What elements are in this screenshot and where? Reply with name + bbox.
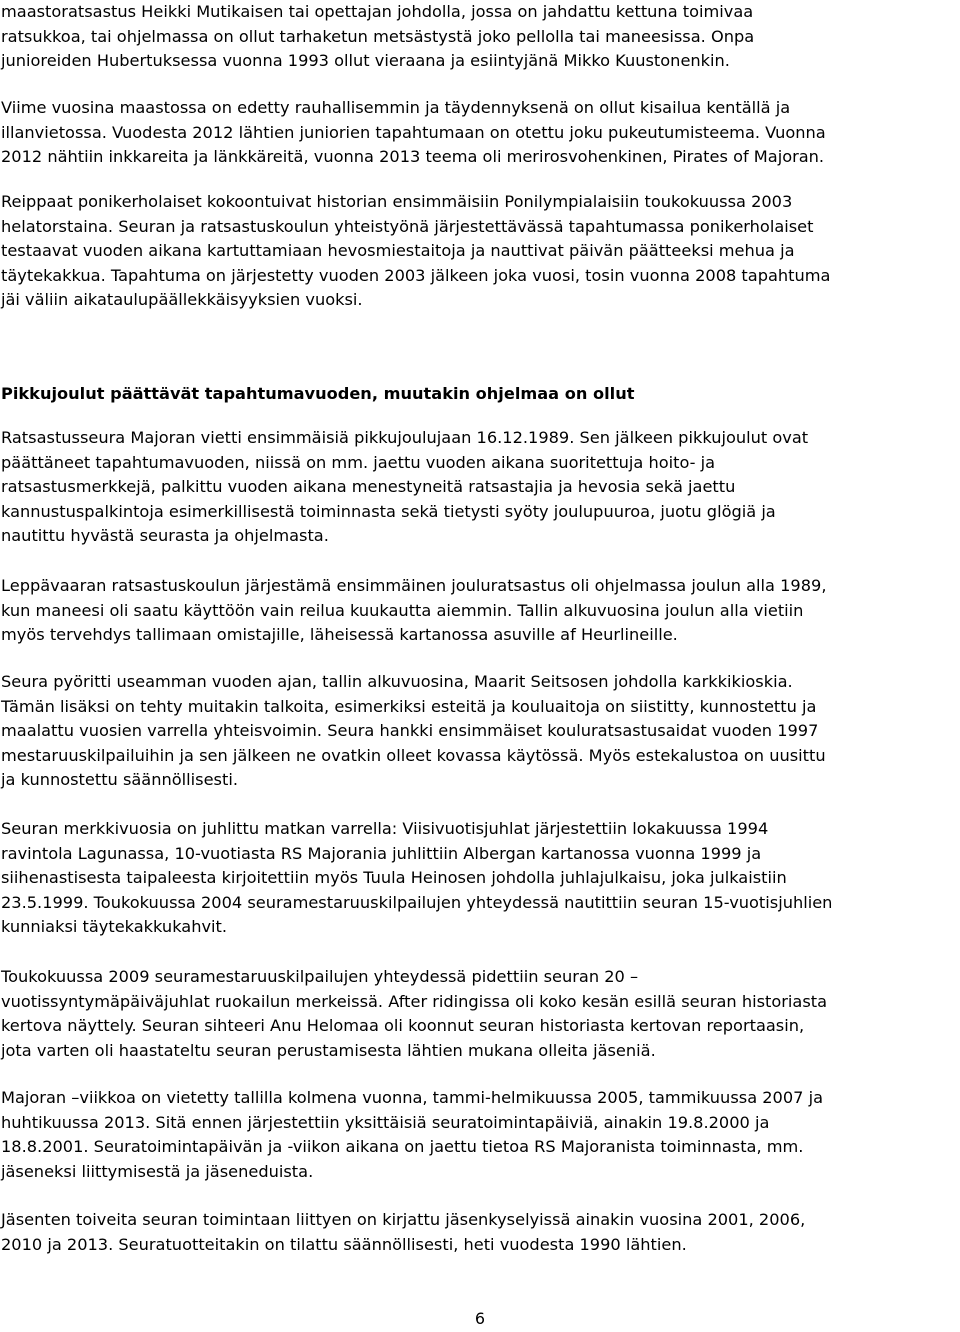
- text-line: junioreiden Hubertuksessa vuonna 1993 ollut vieraana ja esiintyjänä Mikko Kuustonenkin.: [1, 51, 730, 71]
- text-line: ratsukkoa, tai ohjelmassa on ollut tarhaketun metsästystä joko pellolla tai maneesissa. Onpa: [1, 26, 755, 46]
- text-line: Jäsenten toiveita seuran toimintaan liittyen on kirjattu jäsenkyselyissä ainakin vuosina 2001, 2006,: [1, 1210, 806, 1229]
- text-line: huhtikuussa 2013. Sitä ennen järjestettiin yksittäisiä seuratoimintapäiviä, ainakin 19.8.2000 ja: [1, 1112, 770, 1132]
- text-line: päättäneet tapahtumavuoden, niissä on mm. jaettu vuoden aikana suoritettuja hoito- ja: [1, 452, 716, 472]
- text-line: mestaruuskilpailuihin ja sen jälkeen ne ovatkin olleet kovassa käytössä. Myös estekalustoa on uusittu: [1, 745, 826, 765]
- text-line: 23.5.1999. Toukokuussa 2004 seuramestaruuskilpailujen yhteydessä nautittiin seuran 15-vuotisjuhlien: [1, 892, 833, 912]
- text-line: Viime vuosina maastossa on edetty rauhallisemmin ja täydennyksenä on ollut kisailua kentällä ja: [1, 98, 791, 117]
- text-line: nautittu hyvästä seurasta ja ohjelmasta.: [1, 526, 329, 546]
- text-line: ravintola Lagunassa, 10-vuotiasta RS Majorania juhlittiin Albergan kartanossa vuonna 1999 ja: [1, 843, 762, 863]
- text-line: kannustuspalkintoja esimerkillisestä toiminnasta sekä tietysti syöty joulupuuroa, juotu glögiä ja: [1, 501, 776, 521]
- text-line: 18.8.2001. Seuratoimintapäivän ja -viikon aikana on jaettu tietoa RS Majoranista toiminnasta, mm.: [1, 1137, 804, 1157]
- text-line: Toukokuussa 2009 seuramestaruuskilpailujen yhteydessä pidettiin seuran 20 –: [1, 967, 639, 986]
- text-line: Seuran merkkivuosia on juhlittu matkan varrella: Viisivuotisjuhlat järjestettiin lokakuussa 1994: [1, 819, 769, 838]
- text-line: myös tervehdys tallimaan omistajille, läheisessä kartanossa asuville af Heurlineille.: [1, 625, 678, 645]
- page-number: 6: [474, 1309, 486, 1328]
- text-line: vuotissyntymäpäiväjuhlat ruokailun merkeissä. After ridingissa oli koko kesän esillä seuran historiasta: [1, 991, 828, 1011]
- text-line: ratsastusmerkkejä, palkittu vuoden aikana menestyneitä ratsastajia ja hevosia sekä jaettu: [1, 477, 736, 497]
- text-line: täytekakkua. Tapahtuma on järjestetty vuoden 2003 jälkeen joka vuosi, tosin vuonna 2008 tapahtuma: [1, 265, 831, 285]
- text-line: Seura pyöritti useamman vuoden ajan, tallin alkuvuosina, Maarit Seitsosen johdolla karkkikioskia.: [1, 672, 793, 691]
- text-line: kun maneesi oli saatu käyttöön vain reilua kuukautta aiemmin. Tallin alkuvuosina joulun alla vietiin: [1, 600, 804, 620]
- paragraph: [1, 1086, 956, 1184]
- text-line: illanvietossa. Vuodesta 2012 lähtien juniorien tapahtumaan on otettu joku pukeutumisteema. Vuonna: [1, 122, 826, 142]
- text-line: Majoran –viikkoa on vietetty tallilla kolmena vuonna, tammi-helmikuussa 2005, tammikuussa 2007 ja: [1, 1088, 824, 1107]
- text-line: Reippaat ponikerholaiset kokoontuivat historian ensimmäisiin Ponilympialaisiin toukokuussa 2003: [1, 192, 793, 211]
- text-line: jäi väliin aikataulupäällekkäisyyksien vuoksi.: [1, 290, 363, 310]
- text-line: kunniaksi täytekakkukahvit.: [1, 917, 228, 937]
- paragraph: [1, 190, 956, 313]
- paragraph: [1, 0, 956, 74]
- paragraph: [1, 965, 956, 1063]
- text-line: maastoratsastus Heikki Mutikaisen tai opettajan johdolla, jossa on jahdattu kettuna toimivaa: [1, 2, 754, 21]
- text-line: testaavat vuoden aikana kartuttamiaan hevosmiestaitoja ja nauttivat päivän päätteeksi mehua ja: [1, 241, 795, 261]
- paragraph: [1, 817, 956, 940]
- text-line: kertova näyttely. Seuran sihteeri Anu Helomaa oli koonnut seuran historiasta kertovan reportaasin,: [1, 1016, 805, 1036]
- text-line: jota varten oli haastateltu seuran perustamisesta lähtien mukana olleita jäseniä.: [1, 1040, 656, 1060]
- text-line: ja kunnostettu säännöllisesti.: [1, 770, 238, 790]
- paragraph: [1, 1208, 956, 1257]
- text-line: maalattu vuosien varrella yhteisvoimin. Seura hankki ensimmäiset kouluratsastusaidat vuoden 1997: [1, 721, 819, 741]
- text-line: Leppävaaran ratsastuskoulun järjestämä ensimmäinen jouluratsastus oli ohjelmassa joulun alla 1989,: [1, 576, 827, 595]
- paragraph: [1, 426, 956, 549]
- text-line: helatorstaina. Seuran ja ratsastuskoulun yhteistyönä järjestettävässä tapahtumassa ponikerholaiset: [1, 216, 814, 236]
- paragraph: [1, 96, 956, 170]
- text-line: Tämän lisäksi on tehty muitakin talkoita, esimerkiksi esteitä ja kouluaitoja on siistitty, kunnostettu ja: [1, 696, 817, 716]
- text-line: 2010 ja 2013. Seuratuotteitakin on tilattu säännöllisesti, heti vuodesta 1990 lähtien.: [1, 1234, 687, 1254]
- text-line: jäseneksi liittymisestä ja jäseneduista.: [1, 1161, 314, 1181]
- text-line: siihenastisesta taipaleesta kirjoitettiin myös Tuula Heinosen johdolla juhlajulkaisu, joka julkaistiin: [1, 868, 787, 888]
- section-heading: Pikkujoulut päättävät tapahtumavuoden, muutakin ohjelmaa on ollut: [1, 384, 635, 403]
- paragraph: [1, 670, 956, 793]
- paragraph: [1, 574, 956, 648]
- text-line: Ratsastusseura Majoran vietti ensimmäisiä pikkujoulujaan 16.12.1989. Sen jälkeen pikkujoulut ovat: [1, 428, 809, 447]
- text-line: 2012 nähtiin inkkareita ja länkkäreitä, vuonna 2013 teema oli merirosvohenkinen, Pirates of Majoran.: [1, 147, 825, 167]
